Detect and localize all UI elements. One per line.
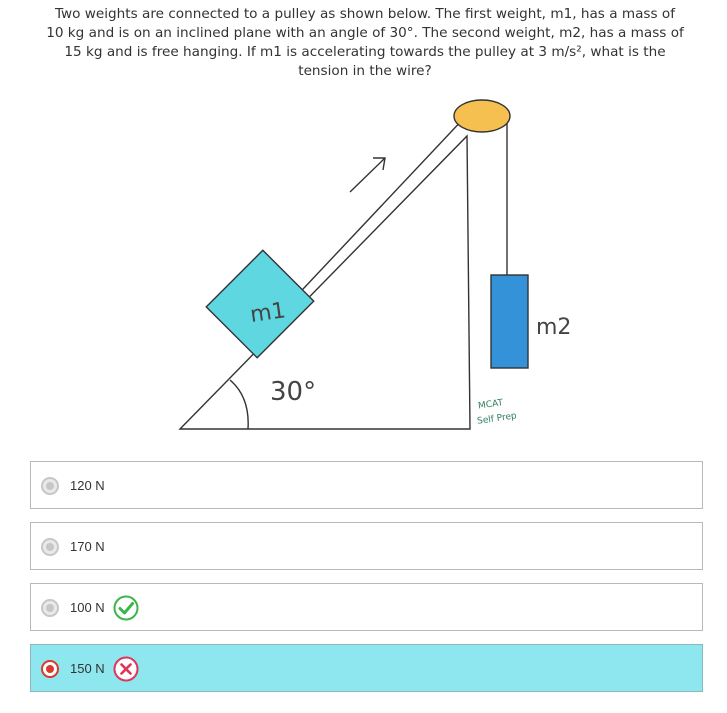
pulley-diagram	[170, 92, 600, 437]
pulley-diagram-svg	[170, 92, 600, 437]
watermark-self-prep: Self Prep	[476, 411, 518, 427]
block-m2-label: m2	[536, 315, 572, 340]
wire-incline	[288, 116, 466, 305]
direction-arrow-icon	[350, 158, 385, 192]
answer-option-100n[interactable]	[30, 583, 703, 631]
radio-button[interactable]	[41, 477, 59, 495]
answer-label: 170 N	[70, 539, 105, 554]
answer-label: 120 N	[70, 478, 105, 493]
pulley	[454, 100, 510, 132]
answer-option-150n[interactable]	[30, 644, 703, 692]
answer-option-120n[interactable]	[30, 461, 703, 509]
block-m2	[491, 275, 528, 368]
correct-check-icon	[113, 595, 139, 621]
incorrect-x-icon	[113, 656, 139, 682]
answer-label: 150 N	[70, 661, 105, 676]
block-m1-label: m1	[248, 298, 288, 328]
angle-label: 30°	[270, 377, 317, 407]
angle-arc	[230, 380, 248, 429]
answer-option-170n[interactable]	[30, 522, 703, 570]
incline-triangle	[180, 136, 470, 429]
question-text: Two weights are connected to a pulley as shown below. The first weight, m1, has a mass of 10 kg and is on an inclined plane with an angle of 30°. The second weight, m2, has a mass of 15 kg and is free hanging. If m1 is accelerating towards the pulley at 3 m/s², what is the tension in the wire?	[46, 6, 684, 79]
watermark-mcat: MCAT	[477, 398, 504, 412]
radio-button-selected[interactable]	[41, 660, 59, 678]
radio-button[interactable]	[41, 538, 59, 556]
answer-label: 100 N	[70, 600, 105, 615]
radio-button[interactable]	[41, 599, 59, 617]
